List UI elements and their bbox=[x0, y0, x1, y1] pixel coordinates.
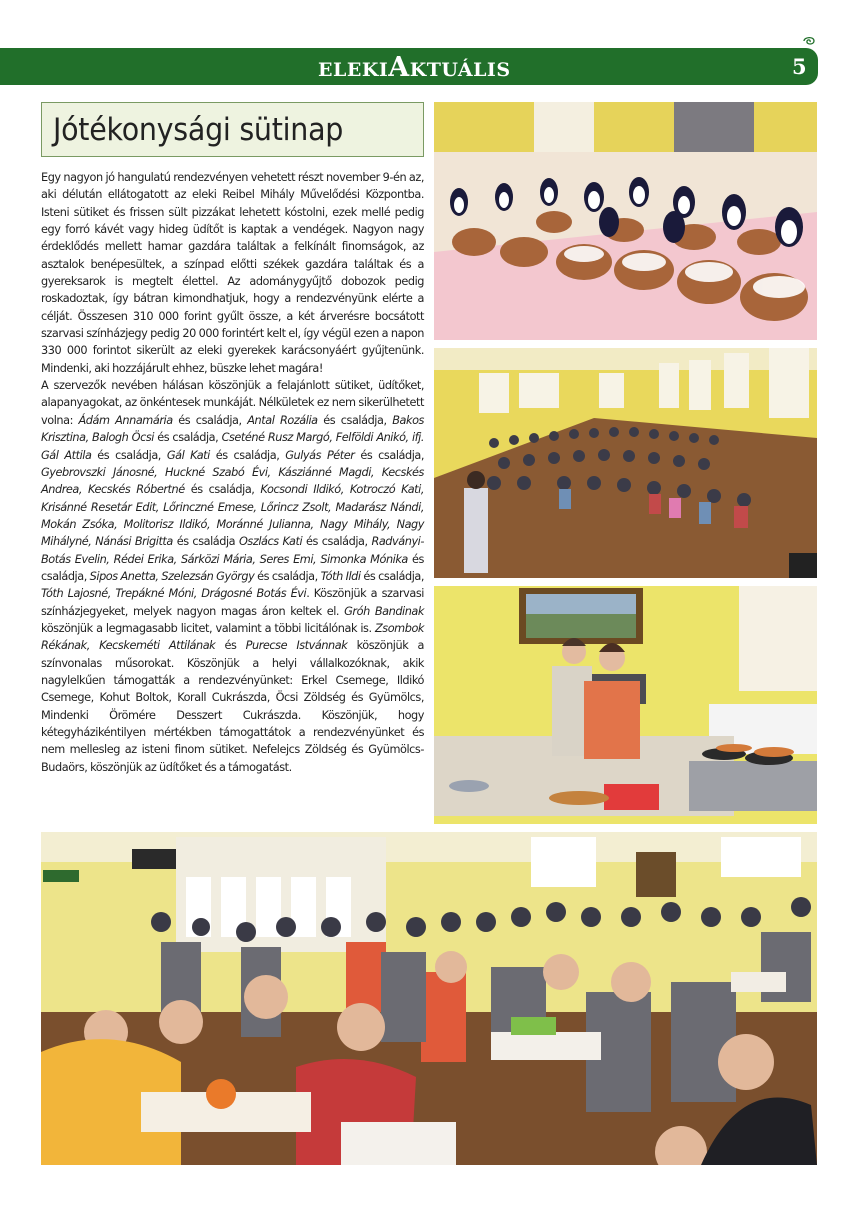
article-text: és bbox=[215, 639, 246, 653]
article-text: és családja, bbox=[302, 535, 372, 549]
page-number: 5 bbox=[792, 54, 807, 79]
acknowledged-name: Cseténé Rusz Margó, Felföldi Anikó, ifj. Gál Attila bbox=[41, 431, 425, 462]
article-text: köszönjük a legmagasabb licitet, valamint a többi licitálónak is. bbox=[41, 621, 375, 635]
article-text: és családja, bbox=[91, 448, 167, 462]
cupcakes-photo bbox=[434, 102, 817, 340]
acknowledged-name: Purecse Istvánnak bbox=[245, 639, 348, 653]
article-paragraph bbox=[41, 169, 424, 377]
article-text: és családja, bbox=[184, 483, 261, 497]
article-text: és családja, bbox=[317, 413, 393, 427]
article-body bbox=[41, 169, 424, 776]
acknowledged-name: Bakos Krisztina, Balogh Öcsi bbox=[41, 413, 424, 445]
acknowledged-name: Zsombok Rékának, Kecskeméti Attilának bbox=[41, 621, 424, 653]
article-title: Jótékonysági sütinap bbox=[53, 112, 344, 148]
article-text: és családja, bbox=[360, 569, 424, 583]
volunteers-pizza-photo bbox=[434, 586, 817, 824]
acknowledged-name: Gyebrovszki Jánosné, Huckné Szabó Évi, Kásziánné Magdi, Kecskés Andrea, Kecskés Róbertné bbox=[41, 465, 424, 497]
acknowledged-name: Gál Kati bbox=[166, 448, 210, 462]
acknowledged-name: Oszlács Kati bbox=[238, 535, 303, 549]
swirl-ornament-icon bbox=[802, 35, 816, 47]
acknowledged-name: Sipos Anetta, Szelezsán György bbox=[89, 569, 255, 583]
acknowledged-name: Gróh Bandinak bbox=[344, 604, 425, 618]
acknowledged-name: Kocsondi Ildikó, Kotroczó Kati, Krisánné Resetár Edit, Lőrinczné Emese, Lőrincz Zsolt, Madarász Nándi, Mokán Zsóka, Molitorisz Ildikó, Moránné Julianna, Nagy Mihály, Nagy Mihályné, Nánási Brigitta bbox=[41, 483, 424, 549]
article-text: A szervezők nevében hálásan köszönjük a felajánlott sütiket, üdítőket, alapanyagokat, az önkéntesek munkáját. Nélkületek ez nem sikerülhetett volna: bbox=[41, 379, 424, 427]
acknowledged-name: Tóth Ildi bbox=[320, 569, 361, 583]
acknowledged-name: Gulyás Péter bbox=[285, 448, 355, 462]
article-text: és családja, bbox=[172, 413, 248, 427]
acknowledged-name: Ádám Annamária bbox=[78, 413, 173, 427]
acknowledged-name: Radványi-Botás Evelin, Rédei Erika, Sárközi Mária, Seres Emi, Simonka Mónika bbox=[41, 535, 424, 566]
hall-audience-photo bbox=[434, 348, 817, 578]
article-text: és családja, bbox=[254, 569, 321, 583]
magazine-title: ELEKIAKTUÁLIS bbox=[318, 52, 511, 83]
crowd-tables-photo bbox=[41, 832, 817, 1165]
article-paragraph bbox=[41, 377, 424, 776]
article-text: . Köszönjük a szarvasi színházjegyeket, melyek nagyon magas áron keltek el. bbox=[41, 587, 425, 618]
article-text: köszönjük a színvonalas műsorokat. Köszönjük a helyi vállalkozóknak, akik nagylelkűen támogatták a rendezvényünket: Erkel Csemege, Ildikó Csemege, Kohut Boltok, Korall Cukrászda, Öcsi Zöldség és Gyümölcs, Mindenki Örömére Desszert Cukrászda. Köszönjük, hogy kétegyházikéntilyen mértékben támogattátok a rendezvényünket és nem mellesleg az isteni finom sütiket. Nefelejcs Zöldség és Gyümölcs-Budaörs, köszönjük az üdítőket és a támogatást. bbox=[41, 639, 424, 774]
article-text: Egy nagyon jó hangulatú rendezvényen vehetett részt november 9-én az, aki délután ellátogatott az eleki Reibel Mihály Művelődési Központba. Isteni sütiket és frissen sült pizzákat lehetett kóstolni, ezek mellé pedig egy forró kávét vagy hideg üdítőt is kaptak a vendégek. Nagyon nagy érdeklődés mellett hamar gazdára találtak a felkínált finomságok, az asztalok benépesültek, a színpad előtti székek gazdára találtak és a gyereksarok is megtelt élettel. Az adománygyűjtő dobozok pedig roskadoztak, így bátran kimondhatjuk, hogy a rendezvényünk elérte a célját. Összesen 310 000 forint gyűlt össze, a két árverésre bocsátott szarvasi színházjegy pedig 20 000 forintért kelt el, így végül ezen a napon 330 000 forintot sikerült az eleki gyerekek karácsonyáért gyűjtenünk. Mindenki, aki hozzájárult ehhez, büszke lehet magára! bbox=[41, 171, 424, 375]
article-title-box bbox=[41, 102, 424, 157]
article-text: és családja bbox=[172, 535, 239, 549]
acknowledged-name: Antal Rozália bbox=[247, 413, 318, 427]
article-text: és családja, bbox=[41, 552, 424, 583]
article-text: és családja, bbox=[354, 448, 424, 462]
article-text: és családja, bbox=[153, 431, 222, 445]
acknowledged-name: Tóth Lajosné, Trepákné Móni, Drágosné Botás Évi bbox=[41, 587, 307, 601]
article-text: és családja, bbox=[209, 448, 286, 462]
